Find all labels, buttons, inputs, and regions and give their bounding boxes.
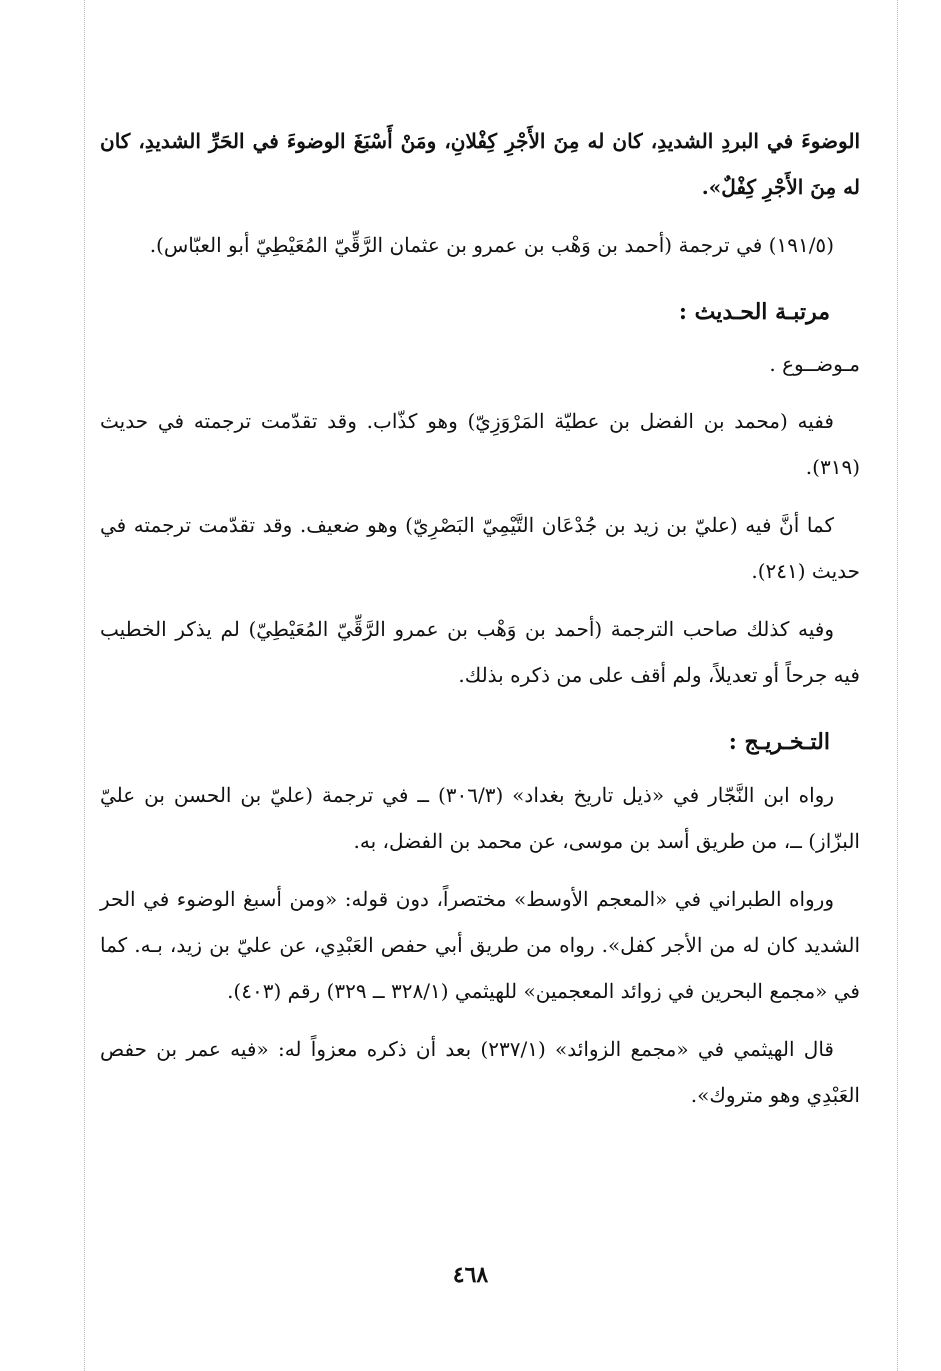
source-reference: (١٩١/٥) في ترجمة (أحمد بن وَهْب بن عمرو بن عثمان الرَّقِّيّ المُعَيْطِيّ أبو العبّاس). (149, 233, 834, 257)
grade-value: مـوضــوع . (769, 352, 860, 376)
page-edge-right (897, 0, 898, 1371)
narrator-note-3: وفيه كذلك صاحب الترجمة (أحمد بن وَهْب بن عمرو الرَّقِّيّ المُعَيْطِيّ) لم يذكر الخطيب فيه جرحاً أو تعديلاً، ولم أقف على من ذكره بذلك. (100, 617, 860, 687)
narrator-note-2: كما أنَّ فيه (عليّ بن زيد بن جُدْعَان التَّيْمِيّ البَصْرِيّ) وهو ضعيف. وقد تقدّمت ترجمته في حديث (٢٤١). (100, 513, 860, 583)
hadith-text: الوضوءَ في البردِ الشديدِ، كان له مِنَ الأَجْرِ كِفْلانِ، ومَنْ أَسْبَغَ الوضوءَ في الحَرِّ الشديدِ، كان له مِنَ الأَجْرِ كِفْلٌ». (100, 129, 860, 199)
takhrij-paragraph-2: ورواه الطبراني في «المعجم الأوسط» مختصراً، دون قوله: «ومن أسبغ الوضوء في الحر الشديد كان له من الأجر كفل». رواه من طريق أبي حفص العَبْدِي، عن عليّ بن زيد، بـه. كما في «مجمع البحرين في زوائد المعجمين» للهيثمي (٣٢٨/١ ــ ٣٢٩) رقم (٤٠٣). (100, 887, 860, 1003)
grade-heading: مرتبـة الحـديث : (678, 299, 830, 325)
takhrij-heading: التـخـريـج : (728, 729, 830, 755)
narrator-note-1: ففيه (محمد بن الفضل بن عطيّة المَرْوَزِيّ) وهو كذّاب. وقد تقدّمت ترجمته في حديث (٣١٩). (100, 409, 860, 479)
takhrij-paragraph-3: قال الهيثمي في «مجمع الزوائد» (٢٣٧/١) بعد أن ذكره معزواً له: «فيه عمر بن حفص العَبْدِي وهو متروك». (100, 1037, 860, 1107)
document-page (100, 118, 860, 1130)
takhrij-paragraph-1: رواه ابن النَّجّار في «ذيل تاريخ بغداد» (٣٠٦/٣) ــ في ترجمة (عليّ بن الحسن بن عليّ البزّاز) ــ، من طريق أسد بن موسى، عن محمد بن الفضل، به. (100, 783, 860, 853)
page-edge-left (84, 0, 85, 1371)
page-number: ٤٦٨ (452, 1262, 489, 1288)
